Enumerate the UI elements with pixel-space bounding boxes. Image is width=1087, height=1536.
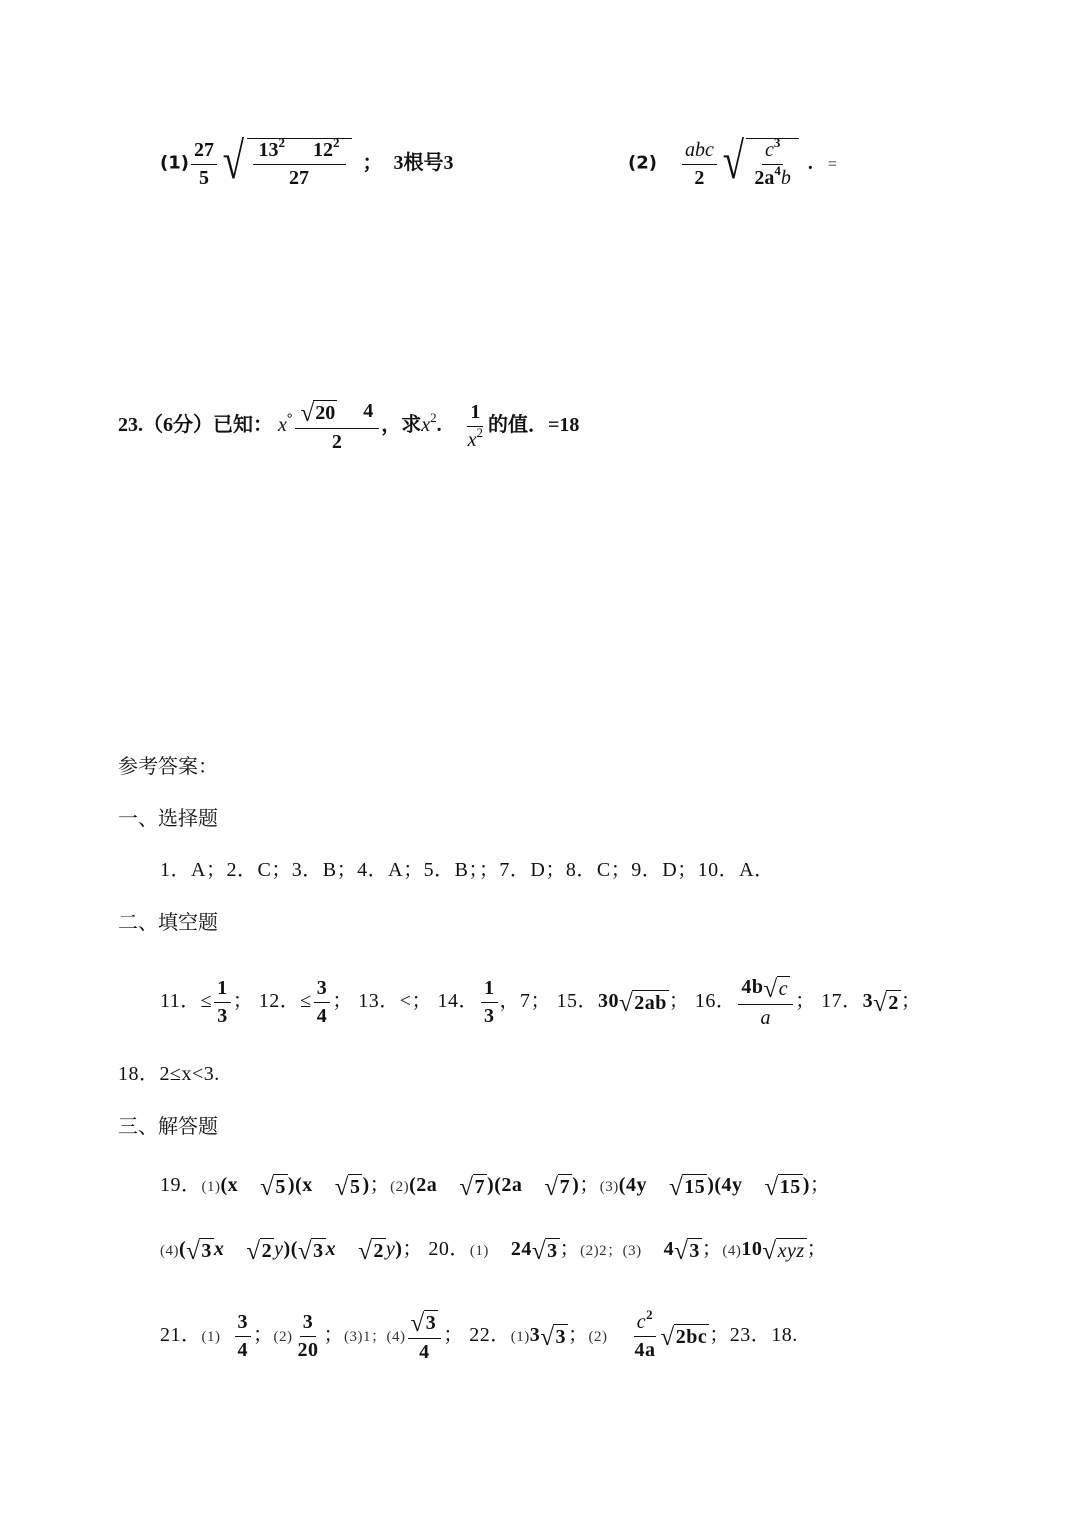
choice-answers: 1．A；2．C；3．B；4．A；5．B；；7．D；8．C；9．D；10．A． — [160, 859, 775, 881]
problem-23-reciprocal: $\frac{1}{x^2}$ — [467, 401, 484, 451]
problem-23-x: x — [278, 414, 287, 437]
problem-2-label: (2) — [628, 152, 657, 174]
answer-19-20: (4)( √ 3 x √ 2 y)( √ 3 x √ 2 y)； 20．(1) 24 √ 3 ；(2)2；(3) 4 √ 3 ；(4)10 √ xyz ； — [160, 1238, 828, 1265]
fill-answers: 11．≤ $\frac{1}{3}$ ； 12．≤ $\frac{3}{4}$ ； 13．<； 14． $\frac{1}{3}$ ，7； 15．30 √ 2ab ； 16． 4b √ c a ； 17．3 √ 2 ； — [160, 976, 922, 1029]
problem-23-eq-mark: ° — [286, 411, 293, 427]
problem-1-answer: 3根号3 — [393, 151, 454, 174]
problem-1-label: (1) — [160, 152, 189, 174]
problem-2-equals: = — [827, 155, 837, 173]
answer-18: 18．2≤x<3. — [118, 1063, 220, 1085]
problem-23-mid: ，求 — [381, 414, 422, 437]
problem-2-radical: √ $\frac{c^3}{2a^4b}$ — [719, 138, 799, 190]
problem-1-coefficient: $\frac{27}{5}$ — [191, 140, 217, 189]
section-1-heading: 一、选择题 — [118, 806, 218, 830]
problem-1 — [160, 133, 454, 190]
answer-21-22-23: 21．(1) $\frac{3}{4}$ ；(2) $\frac{3}{20}$ ；(3)1；(4) √ 3 4 ； 22．(1)3 √ 3 ；(2) $\frac{c^2}{4a}$ √ 2bc ；23．18. — [160, 1306, 798, 1363]
answer-19: 19．(1)(x √ 5 )(x √ 5 )；(2)(2a √ 7 )(2a √ 7 )；(3)(4y √ 15 )(4y √ 15 )； — [160, 1174, 831, 1201]
problem-1-radical: √ $\frac{13^2 12^2}{27}$ — [219, 138, 352, 190]
answers-title: 参考答案： — [118, 754, 218, 778]
problem-23-fraction: √ 20 4 2 — [295, 400, 380, 453]
section-2-heading: 二、填空题 — [118, 910, 218, 934]
problem-2-tail: . — [807, 151, 813, 174]
problem-1-separator: ； — [362, 151, 383, 174]
problem-2 — [628, 133, 837, 190]
problem-23-prefix: 23.（6分）已知： — [118, 414, 273, 437]
problem-2-coefficient: $\frac{\text{abc}}{2}$ — [682, 140, 717, 189]
problem-23: 23.（6分）已知： x° √ 20 4 2 ，求$x^2$. $\frac{1}{x^2}$ 的值．=18 — [118, 400, 580, 453]
section-3-heading: 三、解答题 — [118, 1114, 218, 1138]
problem-23-suffix: 的值．=18 — [488, 414, 580, 437]
